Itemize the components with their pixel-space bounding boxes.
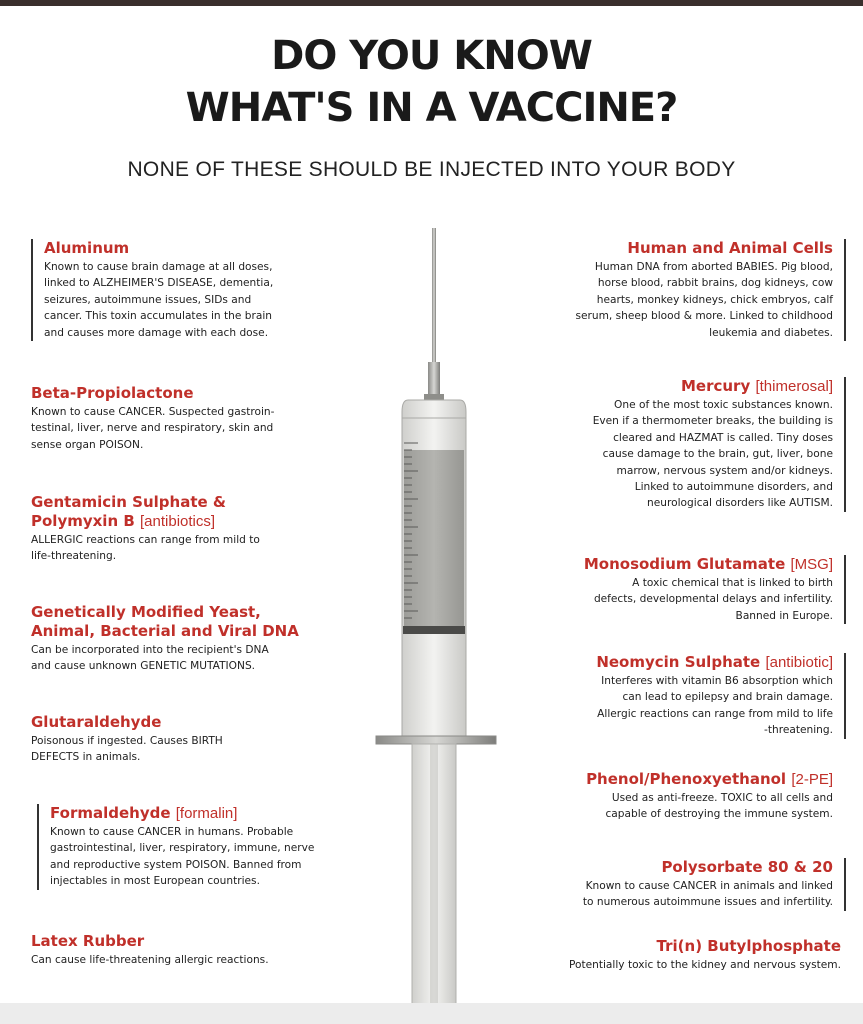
ingredient-name: Aluminum bbox=[44, 239, 130, 257]
ingredient-name: Tri(n) Butylphosphate bbox=[656, 937, 841, 955]
ingredient-name: Formaldehyde [formalin] bbox=[50, 804, 238, 822]
plunger-stopper bbox=[403, 626, 465, 634]
ingredient-name: Genetically Modified Yeast, Animal, Bacterial and Viral DNA bbox=[31, 603, 299, 640]
ingredient-desc: Potentially toxic to the kidney and nervous system. bbox=[568, 959, 841, 971]
ingredient-desc: Interferes with vitamin B6 absorption which can lead to epilepsy and brain damage. Allergic reactions can range from mild to life -threatening. bbox=[597, 675, 833, 737]
ingredient-name: Phenol/Phenoxyethanol [2-PE] bbox=[586, 770, 833, 788]
ingredient-name: Monosodium Glutamate [MSG] bbox=[583, 555, 833, 573]
ingredient-glutaraldehyde bbox=[31, 713, 371, 766]
ingredient-gm-dna bbox=[31, 603, 371, 675]
ingredient-name: Neomycin Sulphate [antibiotic] bbox=[596, 653, 833, 671]
ingredient-desc: Can be incorporated into the recipient's DNA and cause unknown GENETIC MUTATIONS. bbox=[31, 644, 269, 673]
ingredient-name: Mercury [thimerosal] bbox=[680, 377, 833, 395]
finger-flange bbox=[376, 736, 496, 744]
liquid bbox=[404, 450, 464, 630]
ingredient-name: Human and Animal Cells bbox=[627, 239, 833, 257]
syringe-illustration bbox=[360, 228, 510, 1008]
top-border bbox=[0, 0, 863, 6]
ingredient-desc: Can cause life-threatening allergic reactions. bbox=[31, 954, 269, 966]
ingredient-desc: ALLERGIC reactions can range from mild to life-threatening. bbox=[31, 534, 260, 563]
ingredient-name: Beta-Propiolactone bbox=[31, 384, 194, 402]
needle bbox=[432, 228, 436, 368]
title-line-1: DO YOU KNOW bbox=[271, 33, 592, 79]
bottom-border bbox=[0, 1003, 863, 1024]
ingredient-desc: Human DNA from aborted BABIES. Pig blood, horse blood, rabbit brains, dog kidneys, cow hearts, monkey kidneys, chick embryos, calf serum, sheep blood & more. Linked to childhood leukemia and diabetes. bbox=[575, 261, 833, 339]
ingredient-neomycin bbox=[493, 653, 846, 739]
ingredient-desc: Poisonous if ingested. Causes BIRTH DEFECTS in animals. bbox=[31, 735, 223, 764]
subtitle: NONE OF THESE SHOULD BE INJECTED INTO YOUR BODY bbox=[127, 158, 736, 181]
ingredient-human-animal-cells bbox=[493, 239, 846, 341]
ingredient-formaldehyde bbox=[37, 804, 380, 890]
ingredient-desc: Known to cause CANCER in animals and linked to numerous autoimmune issues and infertility. bbox=[582, 880, 833, 909]
ingredient-latex-rubber bbox=[31, 932, 371, 968]
ingredient-desc: A toxic chemical that is linked to birth defects, developmental delays and infertility. Banned in Europe. bbox=[593, 577, 833, 622]
needle-hub bbox=[428, 362, 440, 398]
ingredient-mercury bbox=[493, 377, 846, 512]
ingredient-polysorbate bbox=[493, 858, 846, 911]
ingredient-desc: One of the most toxic substances known. Even if a thermometer breaks, the building is cleared and HAZMAT is called. Tiny doses cause damage to the brain, gut, liver, bone marrow, nervous system and/or kidneys. Linked to autoimmune disorders, and neurological disorders like AUTISM. bbox=[592, 399, 833, 510]
ingredient-desc: Known to cause brain damage at all doses, linked to ALZHEIMER'S DISEASE, dementia, seizures, autoimmune issues, SIDs and cancer. This toxin accumulates in the brain and causes more damage with each dose. bbox=[44, 261, 274, 339]
ingredient-beta-propiolactone bbox=[31, 384, 371, 453]
ingredient-name: Latex Rubber bbox=[31, 932, 145, 950]
ingredient-name: Polysorbate 80 & 20 bbox=[661, 858, 833, 876]
ingredient-desc: Used as anti-freeze. TOXIC to all cells and capable of destroying the immune system. bbox=[605, 792, 833, 821]
ingredient-name: Gentamicin Sulphate & Polymyxin B [antibiotics] bbox=[31, 493, 226, 530]
ingredient-name: Glutaraldehyde bbox=[31, 713, 162, 731]
ingredient-msg bbox=[493, 555, 846, 624]
ingredient-phenol bbox=[493, 770, 833, 823]
ingredient-gentamicin-polymyxin bbox=[31, 493, 371, 565]
ingredient-desc: Known to cause CANCER in humans. Probable gastrointestinal, liver, respiratory, immune, nerve and reproductive system POISON. Banned from injectables in most European countries. bbox=[50, 826, 315, 888]
ingredient-desc: Known to cause CANCER. Suspected gastroin- testinal, liver, nerve and respiratory, skin and sense organ POISON. bbox=[31, 406, 275, 451]
ingredient-aluminum bbox=[31, 239, 374, 341]
ingredient-tributylphosphate bbox=[501, 937, 841, 973]
title-line-2: WHAT'S IN A VACCINE? bbox=[185, 85, 678, 131]
